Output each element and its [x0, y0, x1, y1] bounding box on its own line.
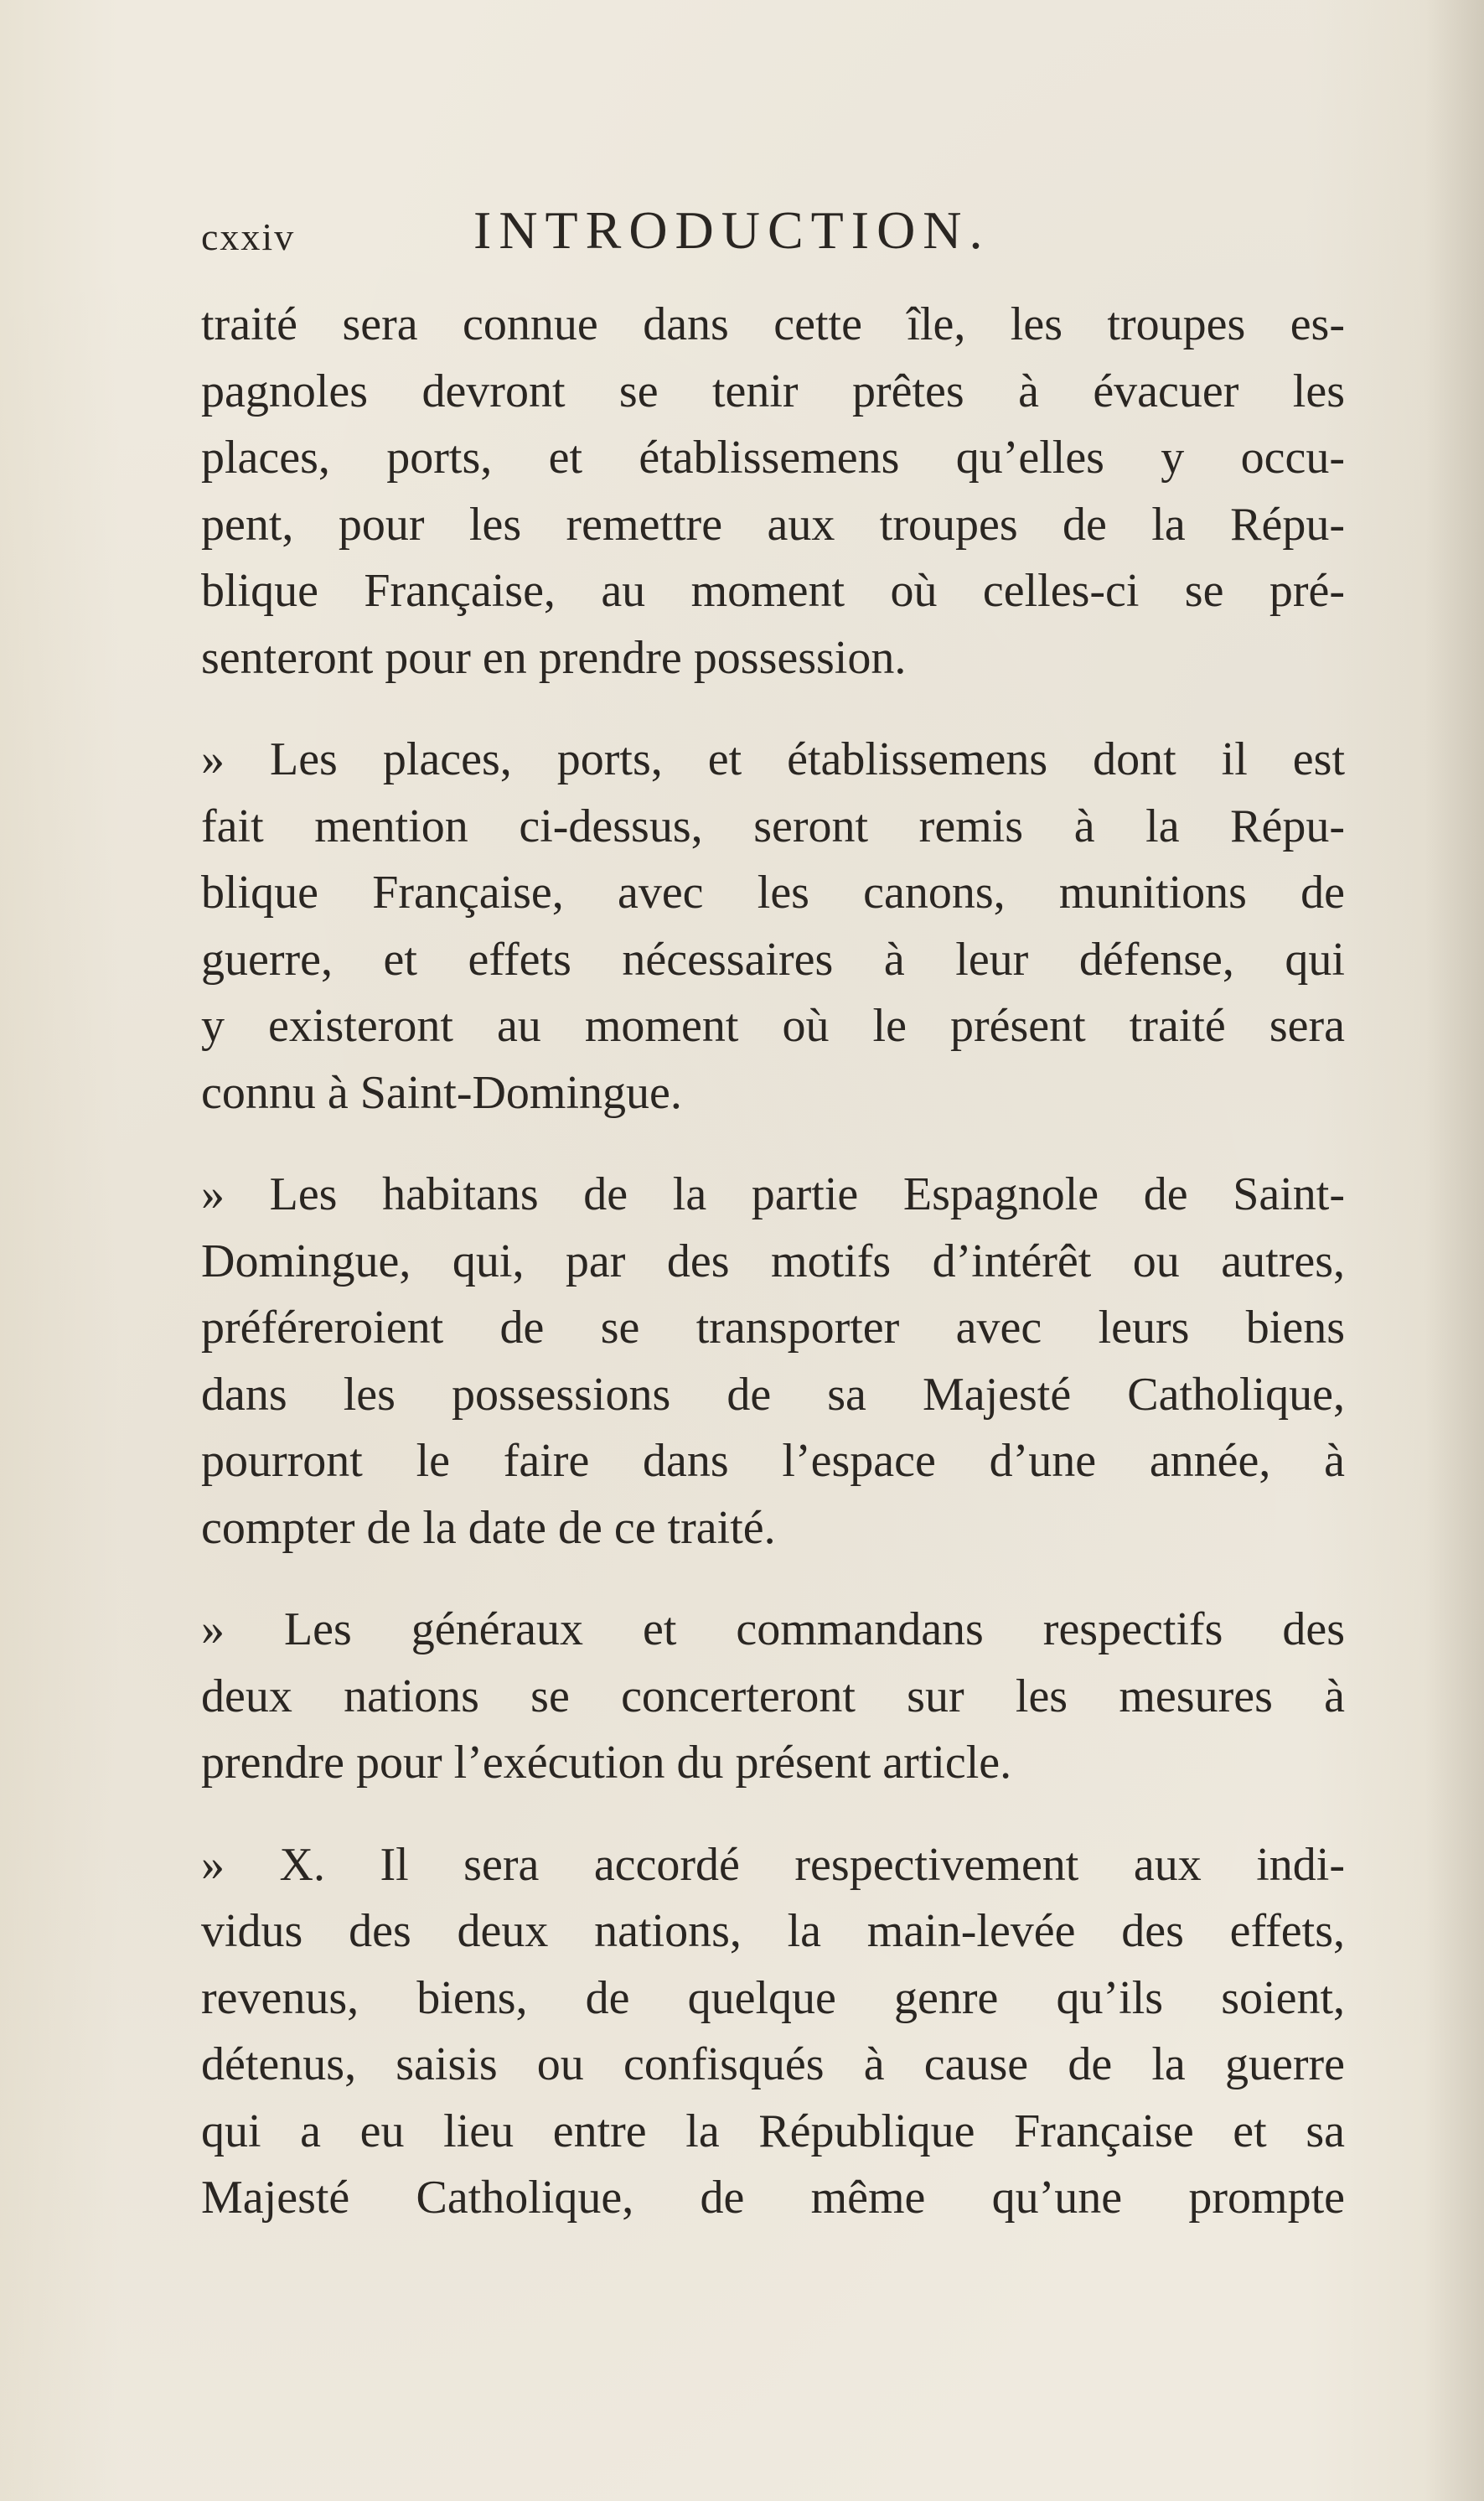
text-line: fait mention ci-dessus, seront remis à la Répu- — [201, 800, 1345, 852]
paragraph-gap — [201, 1126, 1345, 1162]
text-line: senteront pour en prendre possession. — [201, 631, 907, 684]
text-line: Domingue, qui, par des motifs d’intérêt ou autres, — [201, 1235, 1345, 1287]
paragraph-gap — [201, 1797, 1345, 1832]
text-line: qui a eu lieu entre la République Française et sa — [201, 2105, 1345, 2157]
text-line: revenus, biens, de quelque genre qu’ils soient, — [201, 1971, 1345, 2024]
running-title: INTRODUCTION. — [473, 200, 990, 260]
text-line: guerre, et effets nécessaires à leur défense, qui — [201, 933, 1345, 986]
text-line: traité sera connue dans cette île, les troupes es- — [201, 298, 1345, 350]
text-line: dans les possessions de sa Majesté Catholique, — [201, 1368, 1345, 1421]
page-number: cxxiv — [201, 215, 296, 258]
text-line: vidus des deux nations, la main-levée des effets, — [201, 1905, 1345, 1957]
text-line: places, ports, et établissemens qu’elles y occu- — [201, 432, 1345, 484]
text-line: blique Française, au moment où celles-ci se pré- — [201, 565, 1345, 617]
paragraph-2 — [201, 727, 1345, 1126]
text-line: blique Française, avec les canons, munitions de — [201, 867, 1345, 919]
paragraph-4 — [201, 1597, 1345, 1797]
text-line: » Les places, ports, et établissemens dont il est — [201, 733, 1345, 785]
text-line: préféreroient de se transporter avec leurs biens — [201, 1302, 1345, 1354]
page-gutter-shadow — [1425, 0, 1484, 2501]
text-line: deux nations se concerteront sur les mesures à — [201, 1670, 1345, 1722]
text-line: » X. Il sera accordé respectivement aux indi- — [201, 1838, 1345, 1891]
body-text — [201, 292, 1345, 2232]
text-line: pent, pour les remettre aux troupes de la Répu- — [201, 498, 1345, 551]
text-line: compter de la date de ce traité. — [201, 1501, 776, 1554]
paragraph-1 — [201, 292, 1345, 691]
text-line: y existeront au moment où le présent traité sera — [201, 1000, 1345, 1052]
text-line: détenus, saisis ou confisqués à cause de la guerre — [201, 2038, 1345, 2090]
text-line: Majesté Catholique, de même qu’une prompte — [201, 2172, 1345, 2224]
text-line: prendre pour l’exécution du présent article. — [201, 1737, 1012, 1789]
text-line: pourront le faire dans l’espace d’une année, à — [201, 1435, 1345, 1487]
text-line: connu à Saint-Domingue. — [201, 1066, 682, 1119]
text-line: » Les habitans de la partie Espagnole de Saint- — [201, 1168, 1345, 1220]
paragraph-gap — [201, 691, 1345, 727]
paragraph-3 — [201, 1162, 1345, 1561]
running-head — [201, 199, 1341, 267]
text-line: » Les généraux et commandans respectifs des — [201, 1603, 1345, 1655]
paragraph-5 — [201, 1832, 1345, 2232]
paragraph-gap — [201, 1561, 1345, 1597]
text-line: pagnoles devront se tenir prêtes à évacuer les — [201, 365, 1345, 417]
